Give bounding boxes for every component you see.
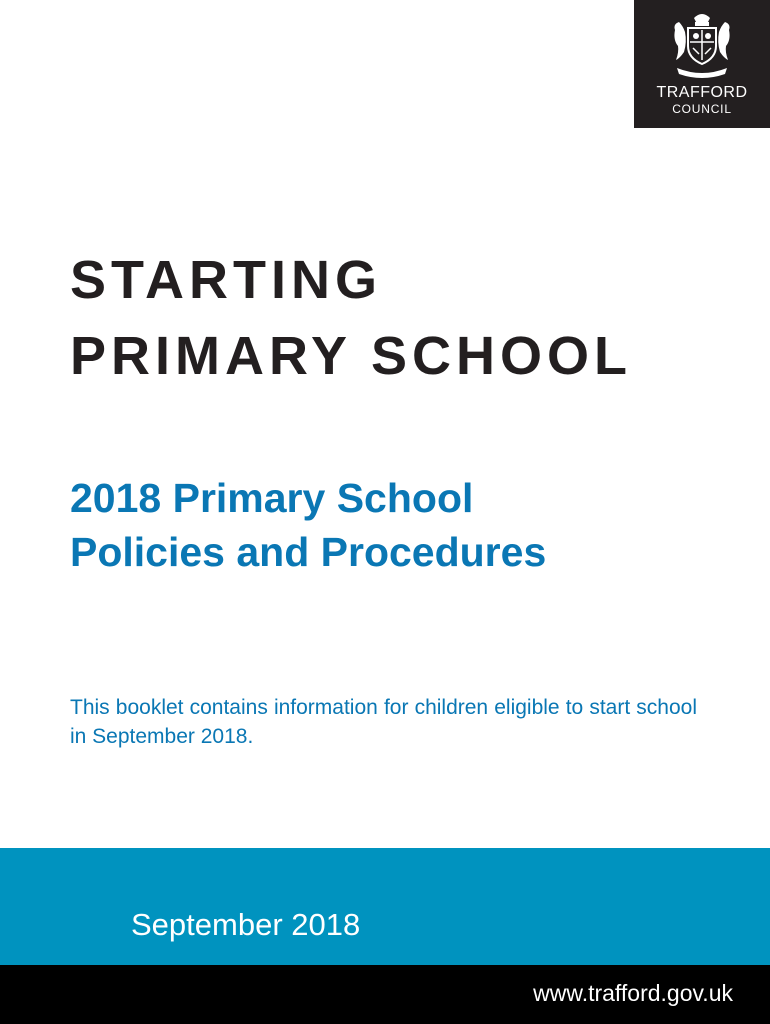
council-logo — [634, 0, 770, 128]
document-title — [70, 242, 632, 394]
logo-text-trafford: TRAFFORD — [656, 84, 748, 101]
subtitle-line-1: 2018 Primary School — [70, 475, 474, 521]
intro-paragraph: This booklet contains information for children eligible to start school in September 2018. — [70, 696, 697, 748]
logo-text-council: COUNCIL — [672, 102, 732, 116]
document-subtitle — [70, 471, 546, 579]
subtitle-line-2: Policies and Procedures — [70, 529, 547, 575]
coat-of-arms-icon — [667, 8, 737, 80]
date-banner — [0, 848, 770, 965]
publication-date: September 2018 — [131, 907, 361, 942]
title-line-2: PRIMARY SCHOOL — [70, 326, 633, 386]
title-line-1: STARTING — [70, 250, 382, 310]
website-url: www.trafford.gov.uk — [533, 980, 733, 1006]
